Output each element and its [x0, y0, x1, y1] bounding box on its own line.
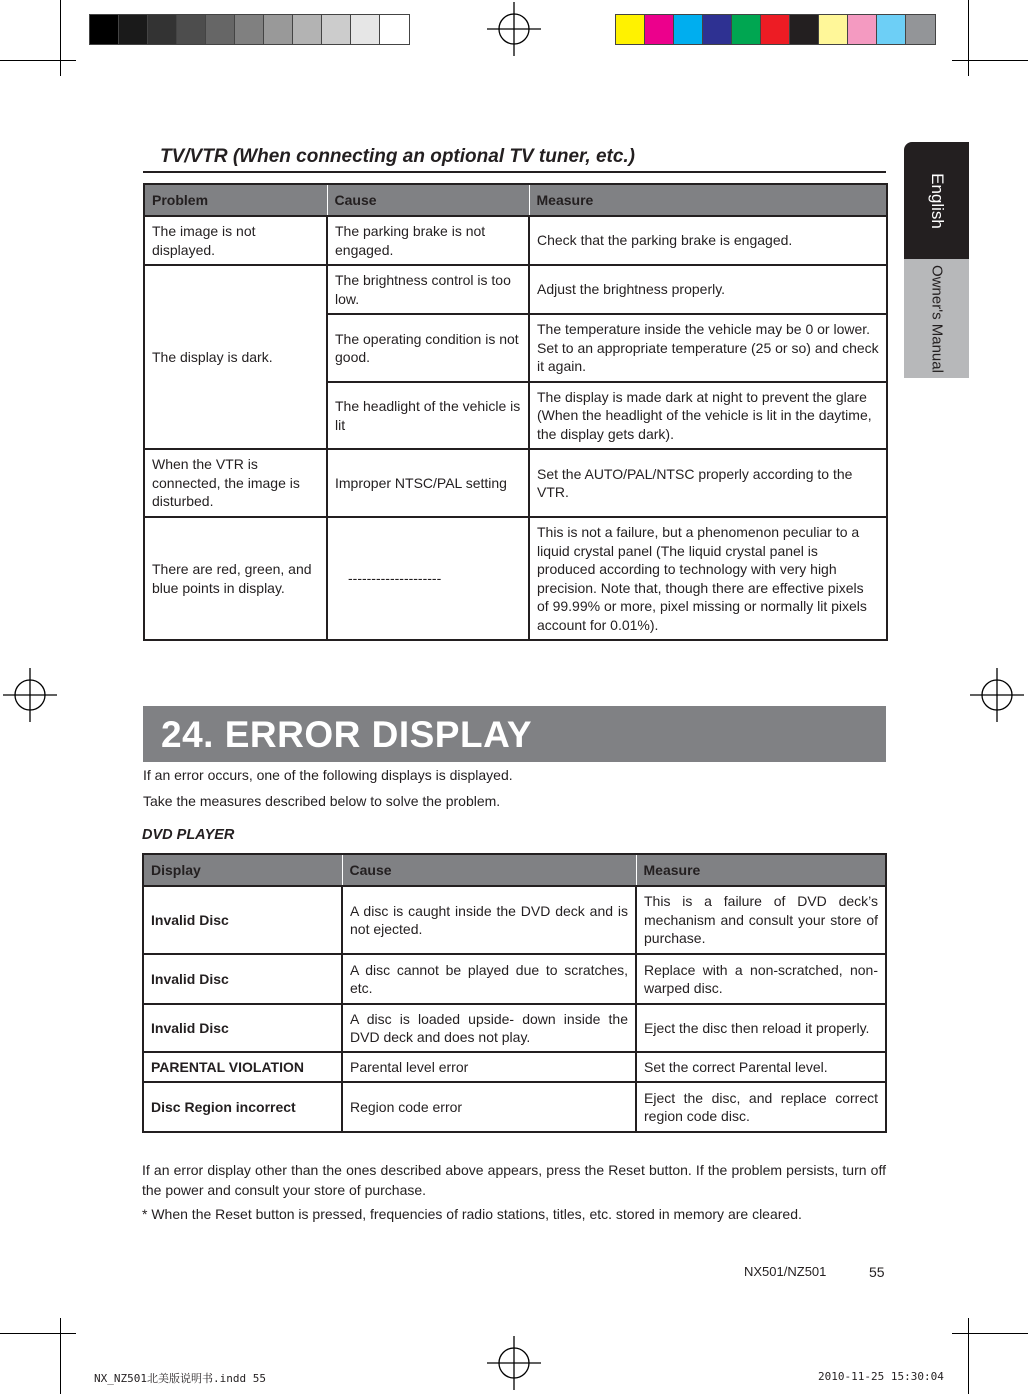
problem-cell: There are red, green, and blue points in display. [144, 517, 327, 640]
color-swatch [380, 15, 409, 44]
measure-cell: The temperature inside the vehicle may be 0 or lower. Set to an appropriate temperature (25 or so) and check it again. [529, 314, 887, 382]
error-display-table [142, 853, 887, 1133]
crop-mark [952, 1333, 1028, 1334]
column-header: Problem [144, 184, 327, 216]
gray-calibration-bar [89, 14, 410, 45]
measure-cell: Set the AUTO/PAL/NTSC properly according to the VTR. [529, 449, 887, 517]
cause-cell: The headlight of the vehicle is lit [327, 382, 529, 449]
cause-cell: A disc is caught inside the DVD deck and is not ejected. [342, 886, 636, 954]
crop-mark [0, 60, 76, 61]
measure-cell: Set the correct Parental level. [636, 1052, 886, 1082]
cause-cell: -------------------- [327, 517, 529, 640]
intro-text: Take the measures described below to solve the problem. [143, 793, 501, 809]
column-header: Measure [636, 854, 886, 886]
color-swatch [119, 15, 148, 44]
display-cell: Invalid Disc [143, 1004, 342, 1052]
model-number: NX501/NZ501 [744, 1264, 827, 1279]
cause-cell: A disc cannot be played due to scratches, etc. [342, 954, 636, 1004]
reset-note: If an error display other than the ones described above appears, press the Reset button. If the problem persists, turn off the power and consult your store of purchase. [142, 1162, 886, 1198]
language-tab [904, 142, 969, 259]
color-swatch [819, 15, 848, 44]
display-cell: Invalid Disc [143, 954, 342, 1004]
color-swatch [703, 15, 732, 44]
color-swatch [206, 15, 235, 44]
crop-mark [0, 1333, 76, 1334]
print-slug-file: NX_NZ501北美版说明书.indd 55 [94, 1372, 266, 1385]
table-row [144, 216, 887, 265]
color-swatch [148, 15, 177, 44]
manual-label: Owner's Manual [928, 264, 945, 373]
crop-mark [968, 0, 969, 76]
table-row [143, 954, 886, 1004]
measure-cell: The display is made dark at night to prevent the glare (When the headlight of the vehicle is lit in the daytime, the display gets dark). [529, 382, 887, 449]
cause-cell: The brightness control is too low. [327, 265, 529, 314]
measure-cell: Eject the disc, and replace correct region code disc. [636, 1082, 886, 1132]
measure-cell: This is a failure of DVD deck’s mechanism and consult your store of purchase. [636, 886, 886, 954]
cause-cell: Region code error [342, 1082, 636, 1132]
color-swatch [616, 15, 645, 44]
color-calibration-bar [615, 14, 936, 45]
registration-mark-icon [3, 668, 57, 722]
section-divider [143, 171, 886, 173]
section-title: TV/VTR (When connecting an optional TV tuner, etc.) [160, 146, 636, 167]
color-swatch [90, 15, 119, 44]
color-swatch [790, 15, 819, 44]
color-swatch [293, 15, 322, 44]
color-swatch [848, 15, 877, 44]
cause-cell: Parental level error [342, 1052, 636, 1082]
cause-cell: The operating condition is not good. [327, 314, 529, 382]
section-banner [143, 706, 886, 762]
measure-cell: Adjust the brightness properly. [529, 265, 887, 314]
color-swatch [877, 15, 906, 44]
display-cell: PARENTAL VIOLATION [143, 1052, 342, 1082]
color-swatch [351, 15, 380, 44]
measure-cell: Eject the disc then reload it properly. [636, 1004, 886, 1052]
manual-tab [904, 259, 969, 378]
color-swatch [235, 15, 264, 44]
color-swatch [906, 15, 935, 44]
language-label: English [927, 172, 947, 229]
table-row [144, 265, 887, 314]
crop-mark [968, 1318, 969, 1394]
table-header-row [144, 184, 887, 216]
color-swatch [732, 15, 761, 44]
table-row [143, 1082, 886, 1132]
measure-cell: Check that the parking brake is engaged. [529, 216, 887, 265]
column-header: Cause [342, 854, 636, 886]
table-header-row [143, 854, 886, 886]
measure-cell: This is not a failure, but a phenomenon peculiar to a liquid crystal panel (The liquid crystal panel is produced according to technology with very high precision. Note that, though there are effective pixels of 99.99% or more, pixel missing or normally lit pixels account for 0.01%). [529, 517, 887, 640]
table-row [144, 449, 887, 517]
color-swatch [761, 15, 790, 44]
memory-clear-note: * When the Reset button is pressed, frequencies of radio stations, titles, etc. stored in memory are cleared. [142, 1206, 802, 1222]
problem-cell: The display is dark. [144, 265, 327, 449]
table-row [144, 517, 887, 640]
page-number: 55 [869, 1264, 885, 1280]
column-header: Measure [529, 184, 887, 216]
table-row [143, 1052, 886, 1082]
cause-cell: The parking brake is not engaged. [327, 216, 529, 265]
display-cell: Disc Region incorrect [143, 1082, 342, 1132]
display-cell: Invalid Disc [143, 886, 342, 954]
problem-cell: When the VTR is connected, the image is disturbed. [144, 449, 327, 517]
column-header: Display [143, 854, 342, 886]
registration-mark-icon [487, 1336, 541, 1390]
color-swatch [264, 15, 293, 44]
cause-cell: Improper NTSC/PAL setting [327, 449, 529, 517]
intro-text: If an error occurs, one of the following displays is displayed. [143, 767, 513, 783]
problem-cell: The image is not displayed. [144, 216, 327, 265]
table-row [143, 1004, 886, 1052]
section-banner-title: 24. ERROR DISPLAY [161, 714, 533, 755]
color-swatch [322, 15, 351, 44]
cause-cell: A disc is loaded upside- down inside the DVD deck and does not play. [342, 1004, 636, 1052]
tv-troubleshooting-table [143, 183, 888, 641]
crop-mark [952, 60, 1028, 61]
color-swatch [645, 15, 674, 44]
print-slug-datetime: 2010-11-25 15:30:04 [818, 1370, 944, 1383]
registration-mark-icon [970, 668, 1024, 722]
color-swatch [177, 15, 206, 44]
side-tab [904, 142, 969, 378]
measure-cell: Replace with a non-scratched, non-warped disc. [636, 954, 886, 1004]
column-header: Cause [327, 184, 529, 216]
crop-mark [60, 0, 61, 76]
registration-mark-icon [487, 2, 541, 56]
crop-mark [60, 1318, 61, 1394]
subsection-title: DVD PLAYER [142, 827, 235, 843]
color-swatch [674, 15, 703, 44]
table-row [143, 886, 886, 954]
